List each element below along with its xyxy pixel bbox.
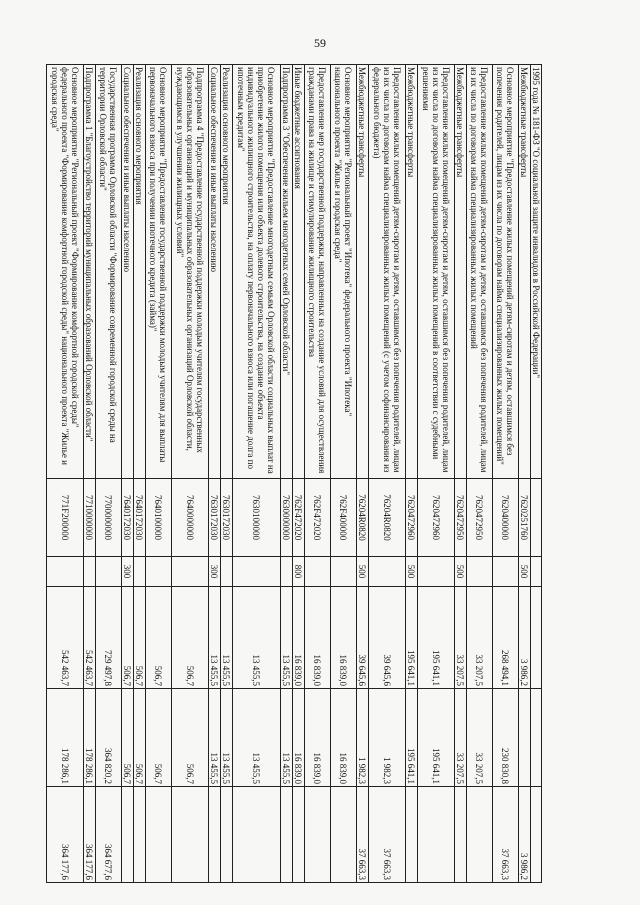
row-amount-total: 13 455,5 bbox=[233, 587, 281, 689]
row-expense-type bbox=[281, 557, 293, 587]
page-number: 59 bbox=[314, 36, 326, 50]
row-expense-type bbox=[84, 557, 96, 587]
table-row bbox=[209, 65, 221, 883]
row-amount-regional: 33 207,5 bbox=[455, 689, 467, 787]
row-code: 7640100000 bbox=[146, 479, 172, 557]
row-code: 7700000000 bbox=[96, 479, 122, 557]
table-row bbox=[455, 65, 467, 883]
row-code: 7630172030 bbox=[209, 479, 221, 557]
row-amount-total: 506,7 bbox=[122, 587, 134, 689]
row-expense-type bbox=[467, 557, 493, 587]
row-expense-type bbox=[134, 557, 146, 587]
row-amount-total: 33 207,5 bbox=[455, 587, 467, 689]
row-description: Социальное обеспечение и иные выплаты населению bbox=[209, 65, 221, 479]
row-amount-regional: 1 982,3 bbox=[357, 689, 369, 787]
row-amount-federal bbox=[233, 787, 281, 883]
row-amount-federal: 37 663,3 bbox=[493, 787, 519, 883]
table-row bbox=[519, 65, 531, 883]
row-code: 7620472960 bbox=[406, 479, 418, 557]
row-amount-total: 268 494,1 bbox=[493, 587, 519, 689]
row-amount-federal bbox=[331, 787, 357, 883]
row-amount-regional: 13 455,5 bbox=[281, 689, 293, 787]
row-description: Подпрограмма 4 "Предоставление государственной поддержки молодым учителям государственных образовательных организаций и муниципальных образовательных организаций Орловской области, нуждающимся в улучшении жилищных условий" bbox=[172, 65, 209, 479]
budget-table bbox=[46, 64, 542, 883]
table-row bbox=[357, 65, 369, 883]
table-row bbox=[305, 65, 331, 883]
row-amount-total: 13 455,5 bbox=[221, 587, 233, 689]
row-expense-type: 500 bbox=[519, 557, 531, 587]
row-code: 7620472950 bbox=[455, 479, 467, 557]
row-amount-regional: 16 839,0 bbox=[293, 689, 305, 787]
row-expense-type: 500 bbox=[406, 557, 418, 587]
table-row bbox=[84, 65, 96, 883]
row-amount-total: 542 463,7 bbox=[47, 587, 84, 689]
row-code: 762F472020 bbox=[305, 479, 331, 557]
row-expense-type bbox=[96, 557, 122, 587]
row-amount-federal: 37 663,3 bbox=[357, 787, 369, 883]
row-amount-total: 542 463,7 bbox=[84, 587, 96, 689]
row-expense-type bbox=[172, 557, 209, 587]
row-expense-type bbox=[531, 557, 542, 587]
row-code: 771F200000 bbox=[47, 479, 84, 557]
row-expense-type: 500 bbox=[455, 557, 467, 587]
row-amount-total: 13 455,5 bbox=[281, 587, 293, 689]
row-amount-federal bbox=[467, 787, 493, 883]
row-amount-regional: 364 820,2 bbox=[96, 689, 122, 787]
row-amount-total: 16 839,0 bbox=[305, 587, 331, 689]
row-expense-type bbox=[47, 557, 84, 587]
table-row bbox=[531, 65, 542, 883]
row-description: Предоставление жилых помещений детям-сиротам и детям, оставшимся без попечения родителей, лицам из их числа по договорам найма специализированных жилых помещений bbox=[467, 65, 493, 479]
row-amount-total: 506,7 bbox=[146, 587, 172, 689]
row-code: 7630000000 bbox=[281, 479, 293, 557]
row-expense-type: 800 bbox=[293, 557, 305, 587]
row-description: Межбюджетные трансферты bbox=[406, 65, 418, 479]
row-amount-regional: 178 286,1 bbox=[47, 689, 84, 787]
row-amount-federal: 37 663,3 bbox=[369, 787, 406, 883]
row-amount-regional: 16 839,0 bbox=[331, 689, 357, 787]
row-amount-regional: 1 982,3 bbox=[369, 689, 406, 787]
row-amount-total: 195 641,1 bbox=[406, 587, 418, 689]
row-code: 7620472950 bbox=[467, 479, 493, 557]
row-amount-federal bbox=[531, 787, 542, 883]
row-amount-regional: 13 455,5 bbox=[233, 689, 281, 787]
row-description: Межбюджетные трансферты bbox=[519, 65, 531, 479]
row-description: Межбюджетные трансферты bbox=[357, 65, 369, 479]
row-expense-type bbox=[233, 557, 281, 587]
row-expense-type bbox=[369, 557, 406, 587]
row-description: Основное мероприятие "Предоставление многодетным семьям Орловской области социальных выплат на приобретение жилого помещения или объекта долевого строительства, на создание объекта индивидуального жилищного строительства, на оплату первоначального взноса или погашение долга по ипотечным кредитам" bbox=[233, 65, 281, 479]
row-expense-type: 300 bbox=[122, 557, 134, 587]
row-code: 762F400000 bbox=[331, 479, 357, 557]
row-code: 762F472020 bbox=[293, 479, 305, 557]
row-expense-type: 300 bbox=[209, 557, 221, 587]
row-expense-type bbox=[146, 557, 172, 587]
row-amount-federal: 3 986,2 bbox=[519, 787, 531, 883]
row-code: 7620251760 bbox=[519, 479, 531, 557]
row-description: Основное мероприятие "Предоставление государственной поддержки молодым учителям для выплаты первоначального взноса при получении ипотечного кредита (займа)" bbox=[146, 65, 172, 479]
row-description: Реализация основного мероприятия bbox=[134, 65, 146, 479]
row-description: Иные бюджетные ассигнования bbox=[293, 65, 305, 479]
row-description: Предоставление мер государственной поддержки, направленных на создание условий для осуществления гражданами права на жилище и стимулирование жилищного строительства bbox=[305, 65, 331, 479]
row-amount-federal bbox=[455, 787, 467, 883]
row-amount-regional: 506,7 bbox=[172, 689, 209, 787]
row-amount-regional: 230 830,8 bbox=[493, 689, 519, 787]
table-row bbox=[146, 65, 172, 883]
row-amount-regional: 506,7 bbox=[146, 689, 172, 787]
row-amount-federal bbox=[281, 787, 293, 883]
row-code: 76204R0820 bbox=[357, 479, 369, 557]
table-container bbox=[50, 64, 542, 882]
row-amount-total: 39 645,6 bbox=[369, 587, 406, 689]
row-code: 7640172030 bbox=[122, 479, 134, 557]
row-amount-total: 195 641,1 bbox=[418, 587, 455, 689]
row-amount-regional: 178 286,1 bbox=[84, 689, 96, 787]
row-amount-federal bbox=[134, 787, 146, 883]
row-code: 7710000000 bbox=[84, 479, 96, 557]
table-row bbox=[406, 65, 418, 883]
row-code: 76204R0820 bbox=[369, 479, 406, 557]
row-description: Подпрограмма 1 "Благоустройство территорий муниципальных образований Орловской области" bbox=[84, 65, 96, 479]
table-row bbox=[47, 65, 84, 883]
row-description: Подпрограмма 3 "Обеспечение жильем многодетных семей Орловской области" bbox=[281, 65, 293, 479]
row-amount-total: 33 207,5 bbox=[467, 587, 493, 689]
table-row bbox=[134, 65, 146, 883]
row-amount-federal bbox=[221, 787, 233, 883]
table-row bbox=[493, 65, 519, 883]
row-amount-total bbox=[531, 587, 542, 689]
table-row bbox=[281, 65, 293, 883]
table-row bbox=[122, 65, 134, 883]
row-description: Основное мероприятие "Региональный проект "Формирование комфортной городской среды" федерального проекта "Формирование комфортной городской среды" национального проекта "Жилье и городская среда" bbox=[47, 65, 84, 479]
row-code: 7620400000 bbox=[493, 479, 519, 557]
row-description: Основное мероприятие "Региональный проект "Ипотека" федерального проекта "Ипотека" национального проекта "Жилье и городская среда" bbox=[331, 65, 357, 479]
row-code: 7620472960 bbox=[418, 479, 455, 557]
row-amount-federal: 364 677,6 bbox=[96, 787, 122, 883]
row-amount-regional: 33 207,5 bbox=[467, 689, 493, 787]
table-row bbox=[96, 65, 122, 883]
row-amount-federal bbox=[146, 787, 172, 883]
row-amount-regional: 16 839,0 bbox=[305, 689, 331, 787]
row-description: 1995 года № 181-ФЗ "О социальной защите инвалидов в Российской Федерации" bbox=[531, 65, 542, 479]
row-amount-total: 39 645,6 bbox=[357, 587, 369, 689]
row-expense-type bbox=[221, 557, 233, 587]
row-amount-federal bbox=[122, 787, 134, 883]
table-row bbox=[221, 65, 233, 883]
row-amount-federal bbox=[293, 787, 305, 883]
row-amount-total: 16 839,0 bbox=[293, 587, 305, 689]
row-amount-federal bbox=[406, 787, 418, 883]
row-amount-regional: 13 455,5 bbox=[209, 689, 221, 787]
row-amount-total: 729 497,8 bbox=[96, 587, 122, 689]
row-amount-regional: 506,7 bbox=[122, 689, 134, 787]
row-description: Реализация основного мероприятия bbox=[221, 65, 233, 479]
row-amount-regional: 195 641,1 bbox=[418, 689, 455, 787]
row-amount-total: 506,7 bbox=[134, 587, 146, 689]
row-amount-total: 3 986,2 bbox=[519, 587, 531, 689]
row-amount-federal: 364 177,6 bbox=[47, 787, 84, 883]
row-description: Предоставление жилых помещений детям-сиротам и детям, оставшимся без попечения родителей, лицам из их числа по договорам найма специализированных жилых помещений в соответствии с судебными решениями bbox=[418, 65, 455, 479]
row-amount-regional: 13 455,5 bbox=[221, 689, 233, 787]
row-amount-federal bbox=[305, 787, 331, 883]
row-code: 7630100000 bbox=[233, 479, 281, 557]
row-expense-type bbox=[305, 557, 331, 587]
row-amount-total: 506,7 bbox=[172, 587, 209, 689]
table-row bbox=[233, 65, 281, 883]
table-row bbox=[172, 65, 209, 883]
row-amount-federal bbox=[209, 787, 221, 883]
row-code: 7640172030 bbox=[134, 479, 146, 557]
row-amount-total: 16 839,0 bbox=[331, 587, 357, 689]
row-amount-federal: 364 177,6 bbox=[84, 787, 96, 883]
table-row bbox=[293, 65, 305, 883]
row-amount-federal bbox=[418, 787, 455, 883]
row-amount-federal bbox=[172, 787, 209, 883]
row-amount-regional bbox=[531, 689, 542, 787]
row-code bbox=[531, 479, 542, 557]
row-code: 7630172030 bbox=[221, 479, 233, 557]
row-description: Основное мероприятие "Предоставление жилых помещений детям-сиротам и детям, оставшимся без попечения родителей, лицам из их числа по договорам найма специализированных жилых помещений" bbox=[493, 65, 519, 479]
row-expense-type bbox=[331, 557, 357, 587]
row-expense-type bbox=[493, 557, 519, 587]
row-amount-regional: 195 641,1 bbox=[406, 689, 418, 787]
row-amount-total: 13 455,5 bbox=[209, 587, 221, 689]
row-description: Межбюджетные трансферты bbox=[455, 65, 467, 479]
table-row bbox=[467, 65, 493, 883]
table-row bbox=[331, 65, 357, 883]
row-expense-type: 500 bbox=[357, 557, 369, 587]
row-description: Государственная программа Орловской области "Формирование современной городской среды на территории Орловской области" bbox=[96, 65, 122, 479]
row-description: Предоставление жилых помещений детям-сиротам и детям, оставшимся без попечения родителей, лицам из их числа по договорам найма специализированных жилых помещений (с учетом софинансирования из федерального бюджета) bbox=[369, 65, 406, 479]
row-code: 7640000000 bbox=[172, 479, 209, 557]
row-description: Социальное обеспечение и иные выплаты населению bbox=[122, 65, 134, 479]
table-row bbox=[418, 65, 455, 883]
table-row bbox=[369, 65, 406, 883]
row-amount-regional bbox=[519, 689, 531, 787]
row-expense-type bbox=[418, 557, 455, 587]
row-amount-regional: 506,7 bbox=[134, 689, 146, 787]
